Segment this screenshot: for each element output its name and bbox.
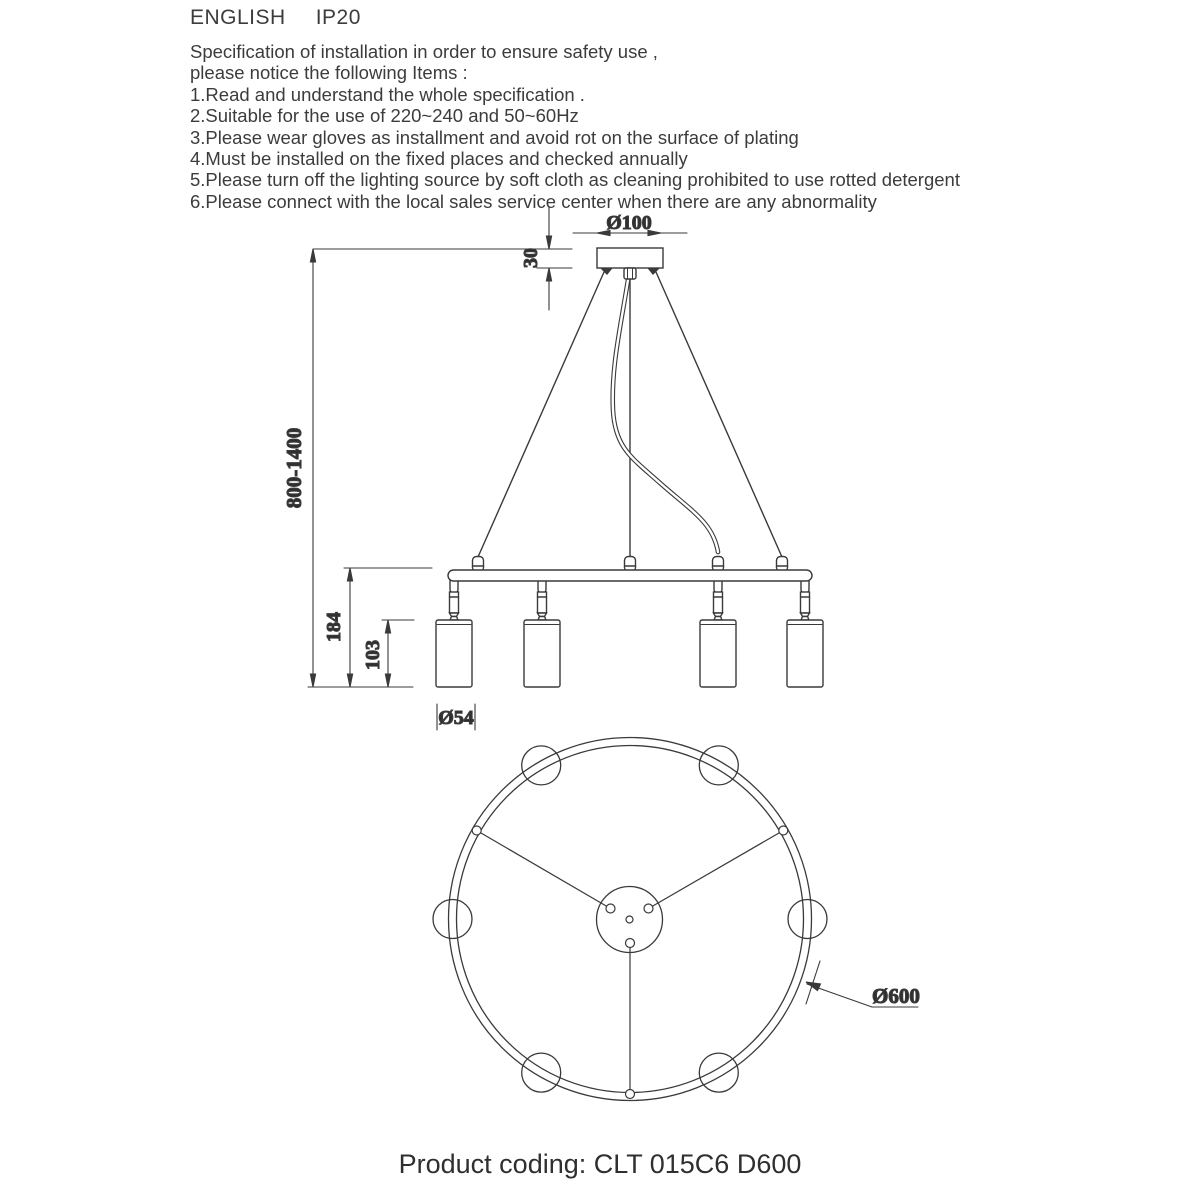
fixture-bar: [448, 570, 812, 581]
dimension-canopy-height: 30: [520, 248, 542, 268]
lamp-shade: [787, 620, 823, 687]
lamp-shade: [524, 620, 560, 687]
spec-intro-line: Specification of installation in order to ensure safety use ,: [190, 41, 658, 62]
ip-rating-label: IP20: [315, 6, 361, 29]
spec-item: 6.Please connect with the local sales service center when there are any abnormality: [190, 190, 877, 212]
dimension-shade-height: 103: [362, 640, 384, 670]
product-coding: Product coding: CLT 015C6 D600: [398, 1149, 802, 1179]
side-view: [436, 248, 823, 687]
spec-item: 1.Read and understand the whole specification .: [190, 83, 585, 105]
spec-item: 3.Please wear gloves as installment and avoid rot on the surface of plating: [190, 126, 799, 148]
language-label: ENGLISH: [190, 6, 286, 29]
suspension-wire: [478, 272, 604, 557]
ring-diameter-callout: [806, 961, 920, 1008]
canopy-center-hole: [626, 916, 633, 923]
dimension-body-height: 184: [323, 612, 345, 642]
power-cord-core: [613, 280, 718, 552]
dimension-suspension-range: 800-1400: [282, 427, 306, 509]
spec-intro-line: please notice the following Items :: [190, 62, 468, 84]
spec-item: 2.Suitable for the use of 220~240 and 50~60Hz: [190, 105, 579, 127]
ceiling-canopy: [597, 248, 663, 268]
suspension-wire: [656, 272, 782, 557]
dimension-ring-diameter: Ø600: [872, 984, 920, 1008]
spoke-wire: [477, 831, 611, 909]
spoke-wire: [649, 831, 784, 909]
top-view: [433, 738, 920, 1101]
power-cord: [613, 280, 718, 552]
lamp-assembly: [436, 577, 823, 687]
dimension-canopy-diameter: Ø100: [606, 212, 652, 234]
lamp-shade: [436, 620, 472, 687]
spec-item: 4.Must be installed on the fixed places and checked annually: [190, 148, 688, 170]
dimension-shade-diameter: Ø54: [438, 707, 474, 729]
lamp-shade: [700, 620, 736, 687]
wire-knob: [473, 557, 788, 572]
canopy-nipple: [624, 268, 636, 279]
spec-item: 5.Please turn off the lighting source by soft cloth as cleaning prohibited to use rotted detergent: [190, 169, 960, 191]
